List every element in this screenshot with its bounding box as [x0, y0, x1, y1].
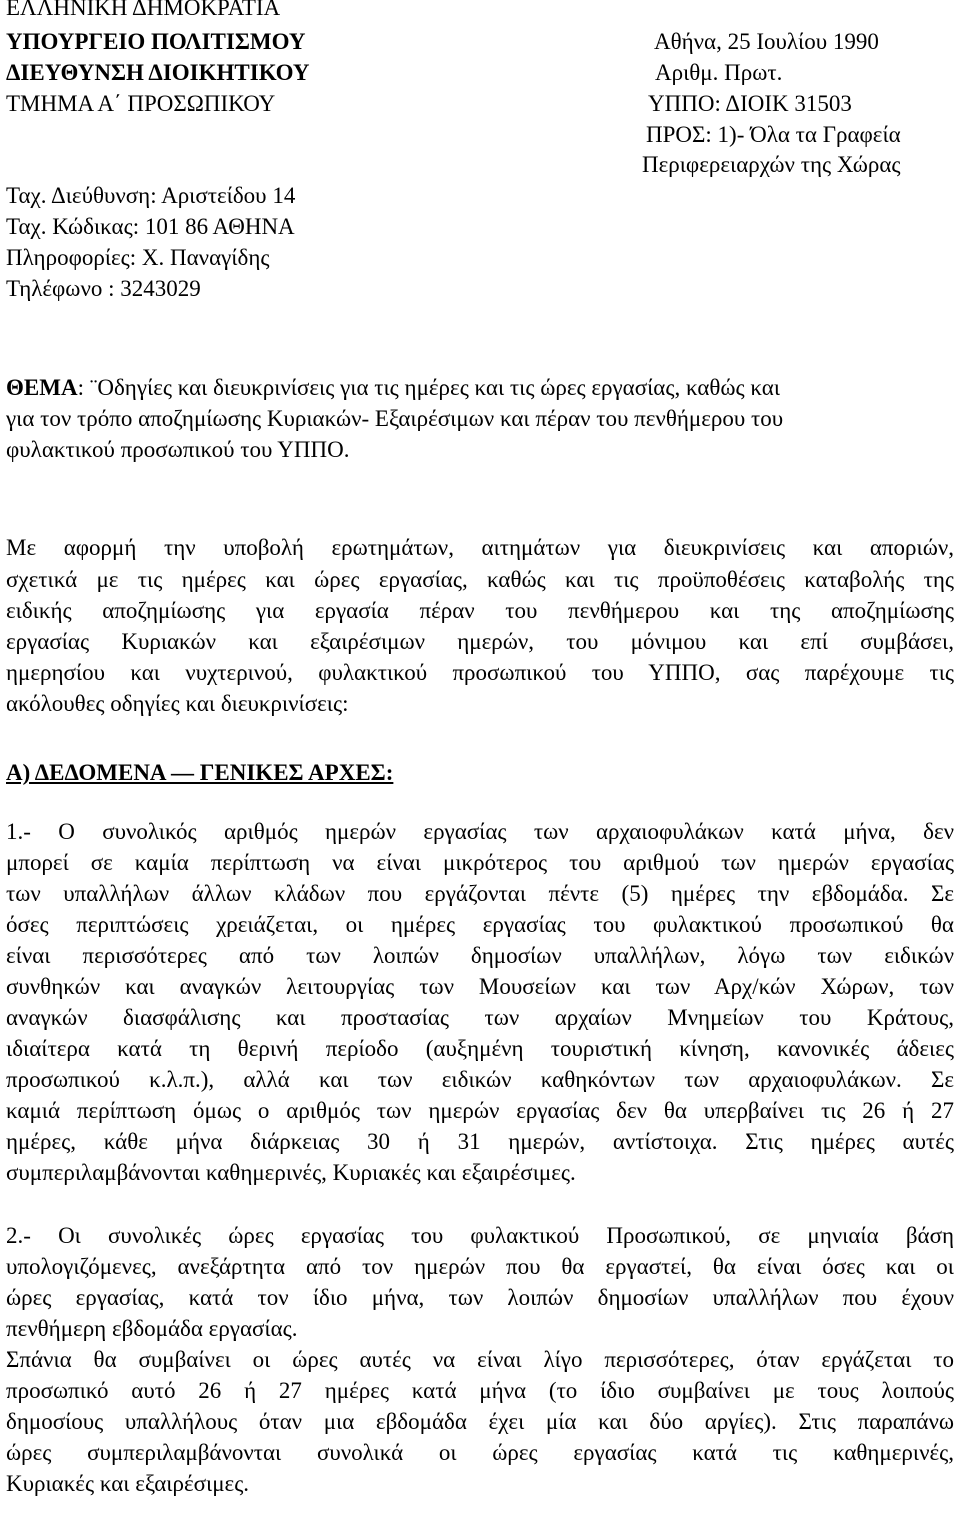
- para3-line: δημοσίους υπαλλήλους όταν μια εβδομάδα έχει μία και δύο αργίες). Στις παραπάνω: [6, 1409, 954, 1434]
- para1-line: ημέρες, κάθε μήνα διάρκειας 30 ή 31 ημερών, αντίστοιχα. Στις ημέρες αυτές: [6, 1129, 954, 1154]
- header-department: ΤΜΗΜΑ Α΄ ΠΡΟΣΩΠΙΚΟΥ: [6, 91, 276, 116]
- header-directorate: ΔΙΕΥΘΥΝΣΗ ΔΙΟΙΚΗΤΙΚΟΥ: [6, 60, 310, 85]
- para1-line: συμπεριλαμβάνονται καθημερινές, Κυριακές και εξαιρέσιμες.: [6, 1160, 576, 1185]
- para1-line: συνθηκών και αναγκών λειτουργίας των Μουσείων και των Αρχ/κών Χώρων, των: [6, 974, 954, 999]
- para3-line: Κυριακές και εξαιρέσιμες.: [6, 1471, 250, 1496]
- contact-postcode: Ταχ. Κώδικας: 101 86 ΑΘΗΝΑ: [6, 214, 295, 239]
- contact-info-person: Πληροφορίες: Χ. Παναγίδης: [6, 245, 270, 270]
- contact-address: Ταχ. Διεύθυνση: Αριστείδου 14: [6, 183, 296, 208]
- section-heading: Α) ΔΕΔΟΜΕΝΑ — ΓΕΝΙΚΕΣ ΑΡΧΕΣ:: [6, 760, 394, 785]
- subject-label: ΘΕΜΑ: [6, 375, 78, 400]
- recipient-line-1: ΠΡΟΣ: 1)- Όλα τα Γραφεία: [646, 122, 901, 147]
- intro-line: ειδικής αποζημίωσης για εργασία πέραν του πενθήμερου και της αποζημίωσης: [6, 598, 954, 623]
- para2-line: ώρες εργασίας, κατά τον ίδιο μήνα, των λοιπών δημοσίων υπαλλήλων που έχουν: [6, 1285, 954, 1310]
- header-country: ΕΛΛΗΝΙΚΗ ΔΗΜΟΚΡΑΤΙΑ: [6, 0, 281, 20]
- intro-line: ημερησίου και νυχτερινού, φυλακτικού προσωπικού του ΥΠΠΟ, σας παρέχουμε τις: [6, 660, 954, 685]
- subject-line-2: για τον τρόπο αποζημίωσης Κυριακών- Εξαιρέσιμων και πέραν του πενθήμερου του: [6, 406, 784, 431]
- para2-line: πενθήμερη εβδομάδα εργασίας.: [6, 1316, 298, 1341]
- subject-line-3: φυλακτικού προσωπικού του ΥΠΠΟ.: [6, 437, 350, 462]
- para1-line: καμιά περίπτωση όμως ο αριθμός των ημερών εργασίας δεν θα υπερβαίνει τις 26 ή 27: [6, 1098, 954, 1123]
- letter-date: Αθήνα, 25 Ιουλίου 1990: [654, 29, 879, 54]
- contact-phone: Τηλέφωνο : 3243029: [6, 276, 201, 301]
- para1-line: μπορεί σε καμία περίπτωση να είναι μικρότερος του αριθμού των ημερών εργασίας: [6, 850, 954, 875]
- para1-line: 1.- Ο συνολικός αριθμός ημερών εργασίας των αρχαιοφυλάκων κατά μήνα, δεν: [6, 819, 954, 844]
- intro-line: ακόλουθες οδηγίες και διευκρινίσεις:: [6, 691, 349, 716]
- para1-line: είναι περισσότερες από των λοιπών δημοσίων υπαλλήλων, λόγω των ειδικών: [6, 943, 954, 968]
- para1-line: των υπαλλήλων άλλων κλάδων που εργάζονται πέντε (5) ημέρες την εβδομάδα. Σε: [6, 881, 954, 906]
- intro-line: Με αφορμή την υποβολή ερωτημάτων, αιτημάτων για διευκρινίσεις και αποριών,: [6, 535, 954, 560]
- para3-line: Σπάνια θα συμβαίνει οι ώρες αυτές να είναι λίγο περισσότερες, όταν εργάζεται το: [6, 1347, 954, 1372]
- intro-line: σχετικά με τις ημέρες και ώρες εργασίας, καθώς και τις προϋποθέσεις καταβολής της: [6, 567, 954, 592]
- header-ministry: ΥΠΟΥΡΓΕΙΟ ΠΟΛΙΤΙΣΜΟΥ: [6, 29, 306, 54]
- para1-line: ιδιαίτερα κατά τη θερινή περίοδο (αυξημένη τουριστική κίνηση, κανονικές άδειες: [6, 1036, 954, 1061]
- para2-line: 2.- Οι συνολικές ώρες εργασίας του φυλακτικού Προσωπικού, σε μηνιαία βάση: [6, 1223, 954, 1248]
- protocol-label: Αριθμ. Πρωτ.: [655, 60, 783, 85]
- recipient-line-2: Περιφερειαρχών της Χώρας: [642, 152, 901, 177]
- intro-line: εργασίας Κυριακών και εξαιρέσιμων ημερών, του μόνιμου και επί συμβάσει,: [6, 629, 954, 654]
- para1-line: αναγκών διασφάλισης και προστασίας των αρχαίων Μνημείων του Κράτους,: [6, 1005, 954, 1030]
- subject-line-1: ΘΕΜΑ: ¨Οδηγίες και διευκρινίσεις για τις ημέρες και τις ώρες εργασίας, καθώς και: [6, 375, 781, 400]
- para3-line: ώρες συμπεριλαμβάνονται συνολικά οι ώρες εργασίας κατά τις καθημερινές,: [6, 1440, 954, 1465]
- para3-line: προσωπικό αυτό 26 ή 27 ημέρες κατά μήνα (το ίδιο συμβαίνει με τους λοιπούς: [6, 1378, 954, 1403]
- para2-line: υπολογιζόμενες, ανεξάρτητα από τον ημερών που θα εργαστεί, θα είναι όσες και οι: [6, 1254, 954, 1279]
- para1-line: όσες περιπτώσεις χρειάζεται, οι ημέρες εργασίας του φυλακτικού προσωπικού θα: [6, 912, 954, 937]
- protocol-ref: ΥΠΠΟ: ΔΙΟΙΚ 31503: [648, 91, 852, 116]
- para1-line: προσωπικού κ.λ.π.), αλλά και των ειδικών καθηκόντων των αρχαιοφυλάκων. Σε: [6, 1067, 954, 1092]
